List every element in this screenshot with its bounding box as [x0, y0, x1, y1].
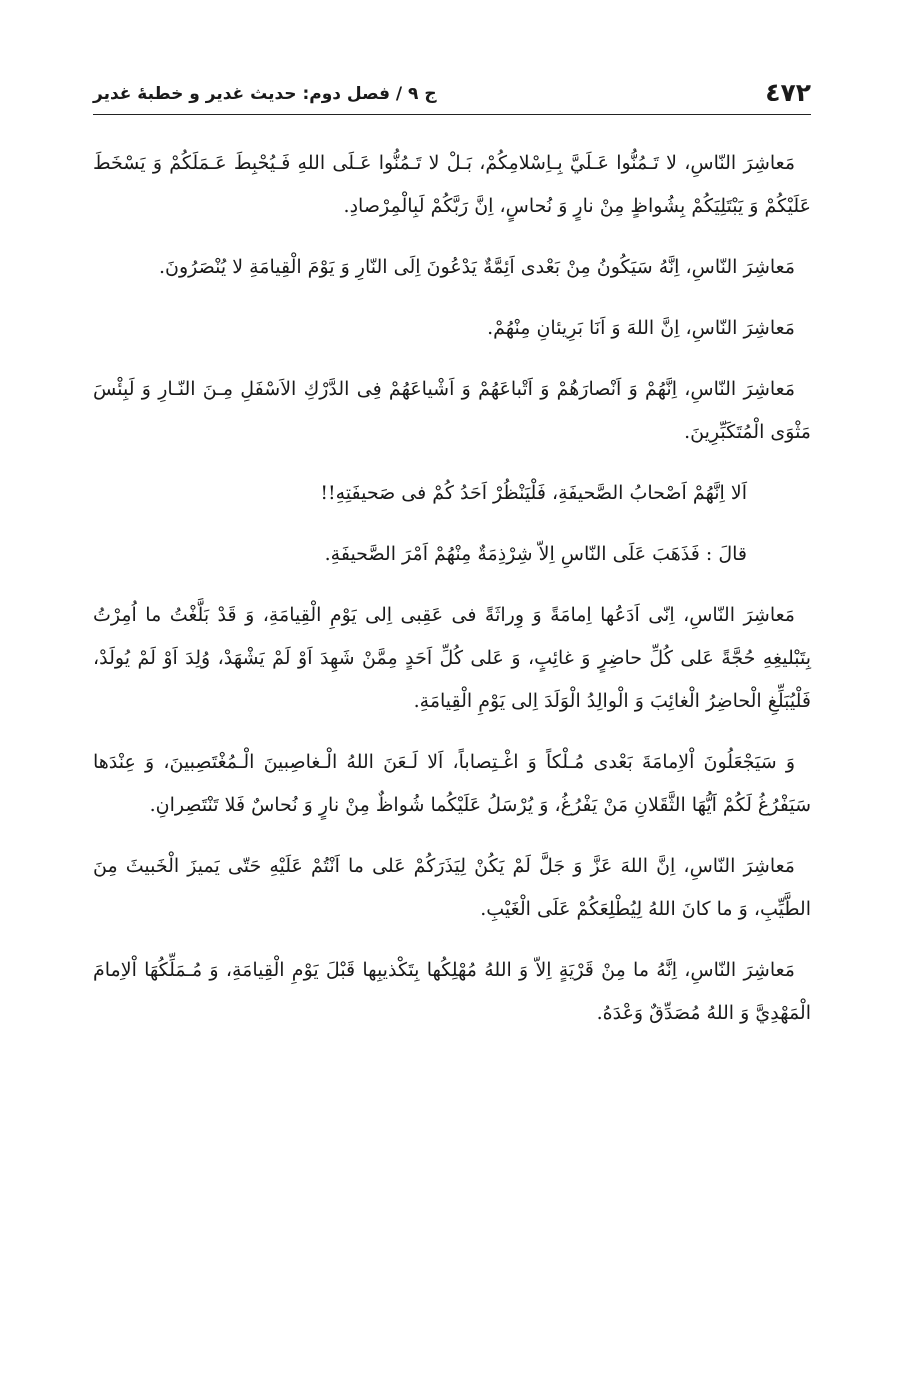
text-body — [93, 142, 811, 1053]
paragraph: قالَ : فَذَهَبَ عَلَى النّاسِ اِلاّ شِرْذِمَةٌ مِنْهُمْ اَمْرَ الصَّحيفَةِ. — [324, 543, 747, 565]
paragraph: وَ سَيَجْعَلُونَ اْلاِمامَةَ بَعْدى مُـلْكاً وَ اغْـتِصاباً، اَلا لَـعَنَ اللهُ الْـغاصِبينَ الْـمُغْتَصِبينَ، وَ عِنْدَها سَيَفْرُغُ لَكُمْ اَيُّهَا الثَّقَلانِ مَنْ يَفْرُغُ، وَ يُرْسَلُ عَلَيْكُما شُواظٌ مِنْ نارٍ وَ نُحاسٌ فَلا تَنْتَصِرانِ. — [93, 751, 811, 816]
running-header — [93, 70, 811, 115]
paragraph: مَعاشِرَ النّاسِ، اِنَّهُ سَيَكُونُ مِنْ بَعْدى اَئِمَّةٌ يَدْعُونَ اِلَى النّارِ وَ يَوْمَ الْقِيامَةِ لا يُنْصَرُونَ. — [159, 256, 795, 278]
paragraph: مَعاشِرَ النّاسِ، اِنَّهُمْ وَ اَنْصارَهُمْ وَ اَتْباعَهُمْ وَ اَشْياعَهُمْ فِى الدَّرْكِ الاَسْفَلِ مِـنَ النّـارِ وَ لَبِئْسَ مَثْوَى الْمُتَكَبِّرِينَ. — [93, 378, 811, 443]
paragraph: مَعاشِرَ النّاسِ، اِنّى اَدَعُها اِمامَةً وَ وِراثَةً فى عَقِبى اِلى يَوْمِ الْقِيامَةِ، وَ قَدْ بَلَّغْتُ ما اُمِرْتُ بِتَبْليغِهِ حُجَّةً عَلى كُلِّ حاضِرٍ وَ غائِبٍ، وَ عَلى كُلِّ اَحَدٍ مِمَّنْ شَهِدَ اَوْ لَمْ يَشْهَدْ، وُلِدَ اَوْ لَمْ يُولَدْ، فَلْيُبَلِّغِ الْحاضِرُ الْغائِبَ وَ الْوالِدُ الْوَلَدَ اِلى يَوْمِ الْقِيامَةِ. — [93, 604, 811, 712]
page-number: ٤٧٢ — [765, 78, 811, 107]
running-title: ج ٩ / فصل دوم: حديث غدير و خطبهٔ غدير — [93, 84, 437, 104]
paragraph: مَعاشِرَ النّاسِ، لا تَـمُنُّوا عَـلَيَّ بِـاِسْلامِكُمْ، بَـلْ لا تَـمُنُّوا عَـلَى اللهِ فَـيُحْبِطَ عَـمَلَكُمْ وَ يَسْخَطَ عَلَيْكُمْ وَ يَبْتَلِيَكُمْ بِشُواظٍ مِنْ نارٍ وَ نُحاسٍ، اِنَّ رَبَّكُمْ لَبِالْمِرْصادِ. — [93, 152, 811, 217]
paragraph: مَعاشِرَ النّاسِ، اِنَّ اللهَ وَ اَنَا بَرِيئانِ مِنْهُمْ. — [487, 317, 795, 339]
paragraph: مَعاشِرَ النّاسِ، اِنَّهُ ما مِنْ قَرْيَةٍ اِلاّ وَ اللهُ مُهْلِكُها بِتَكْذيبِها قَبْلَ يَوْمِ الْقِيامَةِ، وَ مُـمَلِّكُهَا اْلاِمامَ الْمَهْدِيَّ وَ اللهُ مُصَدِّقٌ وَعْدَهُ. — [93, 959, 811, 1024]
paragraph: مَعاشِرَ النّاسِ، اِنَّ اللهَ عَزَّ وَ جَلَّ لَمْ يَكُنْ لِيَذَرَكُمْ عَلى ما اَنْتُمْ عَلَيْهِ حَتّى يَميزَ الْخَبيثَ مِنَ الطَّيِّبِ، وَ ما كانَ اللهُ لِيُطْلِعَكُمْ عَلَى الْغَيْبِ. — [93, 855, 811, 920]
paragraph: اَلا اِنَّهُمْ اَصْحابُ الصَّحيفَةِ، فَلْيَنْظُرْ اَحَدُ كُمْ فى صَحيفَتِهِ!! — [320, 482, 747, 504]
